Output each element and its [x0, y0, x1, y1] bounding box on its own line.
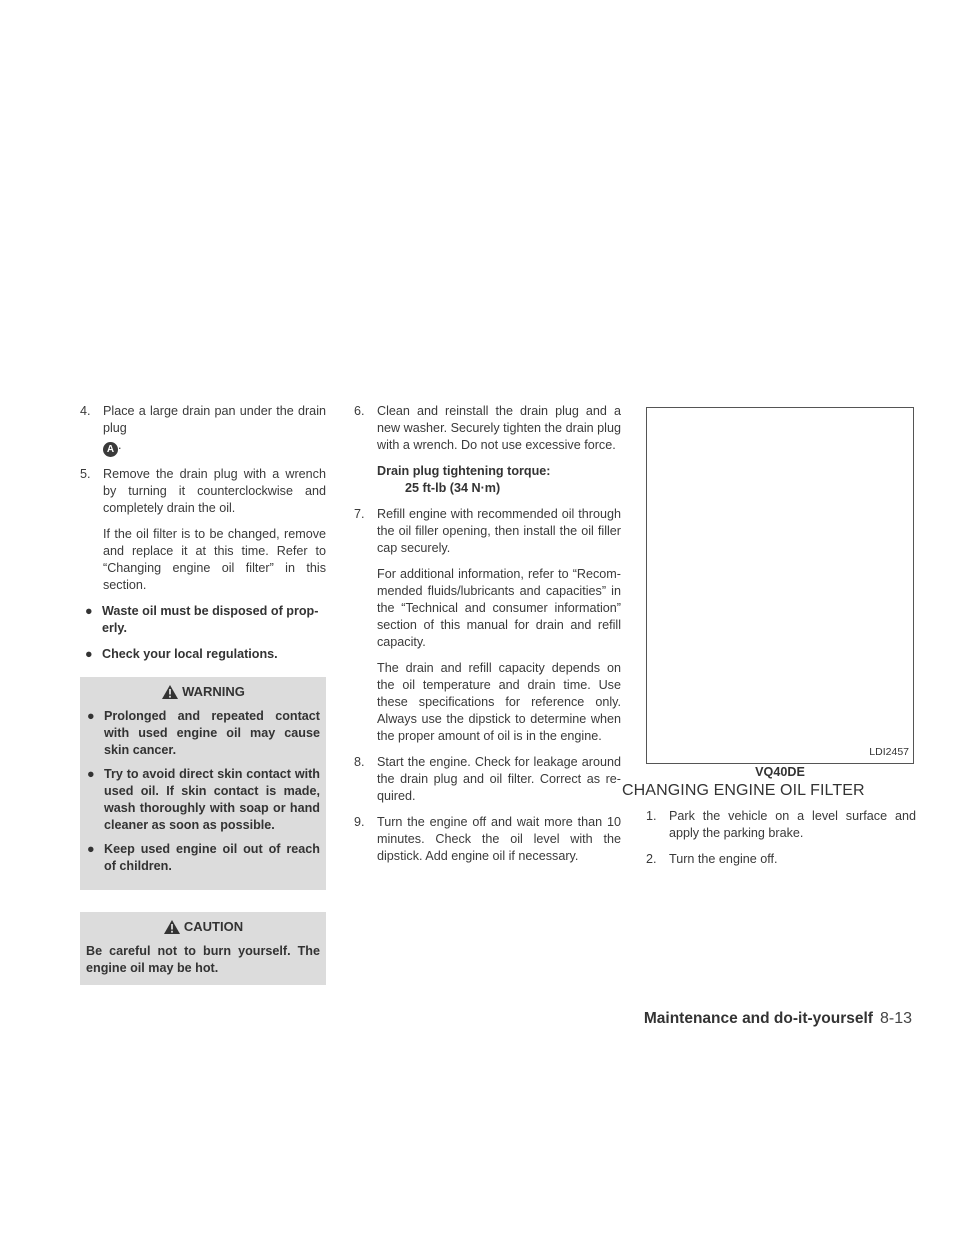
- figure-code: LDI2457: [869, 746, 909, 758]
- caution-text: Be careful not to burn yourself. The engine oil may be hot.: [86, 944, 320, 975]
- step-text: Refill engine with recommended oil through the oil filler opening, then install the oil filler cap securely.: [377, 507, 621, 555]
- section-title: CHANGING ENGINE OIL FILTER: [622, 782, 865, 799]
- warning-title: WARNING: [182, 684, 245, 699]
- bullet-item: ● Waste oil must be disposed of prop-erly.: [85, 604, 319, 635]
- step-text: Turn the engine off.: [669, 852, 778, 866]
- page-footer: [644, 1010, 912, 1027]
- step-9: [354, 814, 621, 865]
- page-number: 8-13: [879, 1010, 912, 1027]
- step-number: 8.: [354, 755, 365, 769]
- warning-item: ● Try to avoid direct skin contact with used oil. If skin contact is made, wash thoroughly with soap or hand cleaner as soon as possible.: [87, 767, 320, 832]
- step-text: Place a large drain pan under the drain plug: [103, 404, 326, 435]
- bullet-item: ● Check your local regulations.: [85, 647, 278, 661]
- step-number: 4.: [80, 404, 91, 418]
- callout-marker-a: A: [103, 442, 118, 457]
- step-number: 5.: [80, 467, 91, 481]
- step-number: 6.: [354, 404, 365, 418]
- step-7: [354, 506, 621, 745]
- bullet-dot: ●: [85, 647, 93, 661]
- step-note: The drain and refill capacity depends on the oil temperature and drain time. Use these specifications for reference only. Always use the dipstick to determine when the proper amount of oil is in the engine.: [377, 661, 621, 743]
- figure-caption: VQ40DE: [755, 765, 805, 779]
- step-text: Start the engine. Check for leakage around the drain plug and oil filter. Correct as re-quired.: [377, 755, 621, 803]
- torque-value: 25 ft-lb (34 N·m): [405, 481, 501, 495]
- warning-item: ● Keep used engine oil out of reach of children.: [87, 842, 320, 873]
- step-note: For additional information, refer to “Recom-mended fluids/lubricants and capacities” in the “Technical and consumer information” section of this manual for drain and refill capacity.: [377, 567, 621, 649]
- step-number: 9.: [354, 815, 365, 829]
- warning-triangle-icon: [161, 684, 179, 700]
- step-text: Turn the engine off and wait more than 10 minutes. Check the oil level with the dipstick. Add engine oil if necessary.: [377, 815, 621, 863]
- step-tail: .: [118, 438, 122, 452]
- caution-triangle-icon: [163, 919, 181, 935]
- column-left: [80, 403, 326, 985]
- step-number: 1.: [646, 809, 657, 823]
- step-8: [354, 754, 621, 805]
- caution-box: [80, 912, 326, 985]
- step-note: If the oil filter is to be changed, remove and replace it at this time. Refer to “Changing engine oil filter” in this section.: [103, 527, 326, 592]
- step-text: Remove the drain plug with a wrench by turning it counterclockwise and completely drain the oil.: [103, 467, 326, 515]
- warning-box: [80, 677, 326, 890]
- warning-item: ● Prolonged and repeated contact with used engine oil may cause skin cancer.: [87, 709, 320, 757]
- step-5: [80, 466, 326, 594]
- torque-spec: [377, 463, 621, 497]
- step-4: [80, 403, 326, 457]
- section-step: [646, 808, 916, 842]
- column-middle: [354, 403, 621, 874]
- torque-label: Drain plug tightening torque:: [377, 464, 551, 478]
- section-step: [646, 851, 916, 868]
- step-number: 2.: [646, 852, 657, 866]
- step-text: Clean and reinstall the drain plug and a new washer. Securely tighten the drain plug with a wrench. Do not use excessive force.: [377, 404, 621, 452]
- step-text: Park the vehicle on a level surface and apply the parking brake.: [669, 809, 916, 840]
- caution-title: CAUTION: [183, 919, 244, 934]
- step-6: [354, 403, 621, 497]
- step-number: 7.: [354, 507, 365, 521]
- chapter-title: Maintenance and do-it-yourself: [643, 1010, 873, 1027]
- column-right: [646, 808, 916, 877]
- bullet-dot: ●: [85, 604, 93, 618]
- engine-figure: [646, 407, 914, 764]
